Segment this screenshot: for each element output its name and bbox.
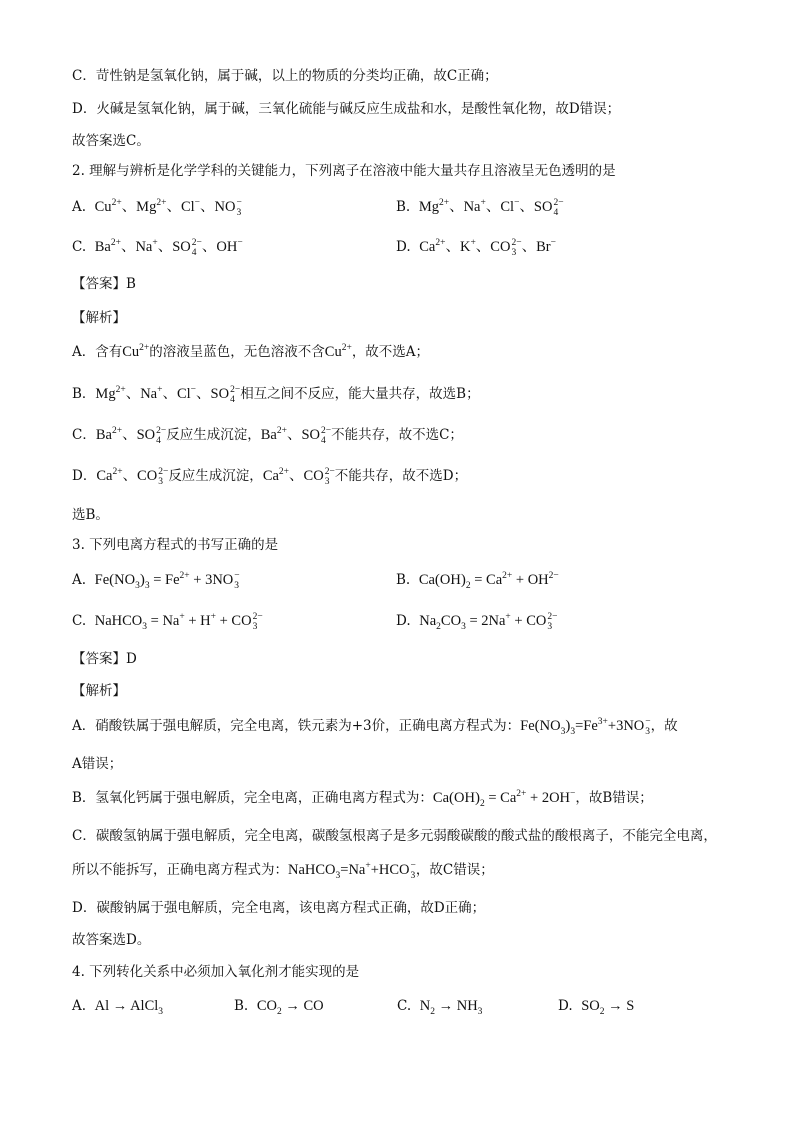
text-line: 选B。	[72, 507, 109, 523]
q4-option-c: C. $N_2 \to NH_3$	[397, 998, 483, 1017]
question-4: 4. 下列转化关系中必须加入氧化剂才能实现的是	[72, 964, 360, 980]
text-line: C．碳酸氢钠属于强电解质，完全电离，碳酸氢根离子是多元弱酸碳酸的酸式盐的酸根离子，不能完全电离，	[72, 828, 717, 844]
q4-option-b: B. $CO_2$ → CO	[234, 998, 324, 1017]
q3-option-d: D. $Na_2CO_3 = 2Na^+$ + CO 2− 3	[396, 611, 558, 632]
q2-analysis-c: C．$Ba^{2+}$、SO 2− 4 反应生成沉淀，$Ba^{2+}$、SO 2− 4 不能共存，故不选C；	[72, 425, 463, 446]
q3-option-a: A. $Fe(NO_3)_3 = Fe^{2+} + 3NO$ − 3	[72, 570, 240, 591]
text-line: D．碳酸钠属于强电解质，完全电离，该电离方程式正确，故D正确；	[72, 900, 486, 916]
q2-analysis-b: B．$Mg^{2+}$、Na+、Cl−、SO 2− 4 相互之间不反应，能大量共存，故选B；	[72, 384, 480, 405]
q3-option-b: B. $Ca(OH)_2 = Ca^{2+} + OH^{2-}$	[396, 571, 559, 591]
question-2: 2. 理解与辨析是化学学科的关键能力，下列离子在溶液中能大量共存且溶液呈无色透明的是	[72, 163, 616, 179]
analysis-tag: 【解析】	[72, 683, 126, 699]
q2-option-b: B. $Mg^{2+}$、Na+、Cl−、SO 2− 4	[396, 197, 564, 218]
q3-analysis-a: A．硝酸铁属于强电解质，完全电离，铁元素为+3价，正确电离方程式为：$Fe(NO_3)_3=Fe^{3+}+3NO$ − 3 ，故	[72, 716, 678, 737]
q2-analysis-a: A．含有$Cu^{2+}$的溶液呈蓝色，无色溶液不含$Cu^{2+}$，故不选A；	[72, 343, 430, 360]
q2-option-d: D. $Ca^{2+}$、K+、CO 2− 3 、Br−	[396, 237, 556, 258]
text-line: A错误；	[72, 756, 123, 772]
q2-option-c: C. $Ba^{2+}$、Na+、SO 2− 4 、OH−	[72, 237, 243, 258]
text-line: 故答案选D。	[72, 932, 151, 948]
answer-tag: 【答案】D	[72, 651, 137, 667]
q3-analysis-b: B．氢氧化钙属于强电解质，完全电离，正确电离方程式为：$Ca(OH)_2 = Ca^{2+} + 2OH^-$，故B错误；	[72, 789, 653, 809]
q2-analysis-d: D．$Ca^{2+}$、CO 2− 3 反应生成沉淀，$Ca^{2+}$、CO 2− 3 不能共存，故不选D；	[72, 466, 468, 487]
question-3: 3. 下列电离方程式的书写正确的是	[72, 537, 279, 553]
text-line: C．苛性钠是氢氧化钠，属于碱，以上的物质的分类均正确，故C正确；	[72, 68, 498, 84]
q3-analysis-c: 所以不能拆写，正确电离方程式为：NaHCO$_3$=Na++HCO − 3 ，故C错误；	[72, 860, 494, 881]
q2-option-a: A. $Cu^{2+}$、$Mg^{2+}$、Cl−、NO − 3	[72, 197, 242, 218]
text-line: D．火碱是氢氧化钠，属于碱，三氧化硫能与碱反应生成盐和水，是酸性氧化物，故D错误；	[72, 101, 621, 117]
q3-option-c: C. NaHCO$_3$ = Na+ + H+ + CO 2− 3	[72, 611, 263, 632]
q4-option-a: A. Al → AlCl$_3$	[72, 998, 164, 1017]
q4-option-d: D. $SO_2 \to S$	[558, 998, 635, 1017]
text-line: 故答案选C。	[72, 133, 150, 149]
answer-tag: 【答案】B	[72, 276, 136, 292]
analysis-tag: 【解析】	[72, 310, 126, 326]
